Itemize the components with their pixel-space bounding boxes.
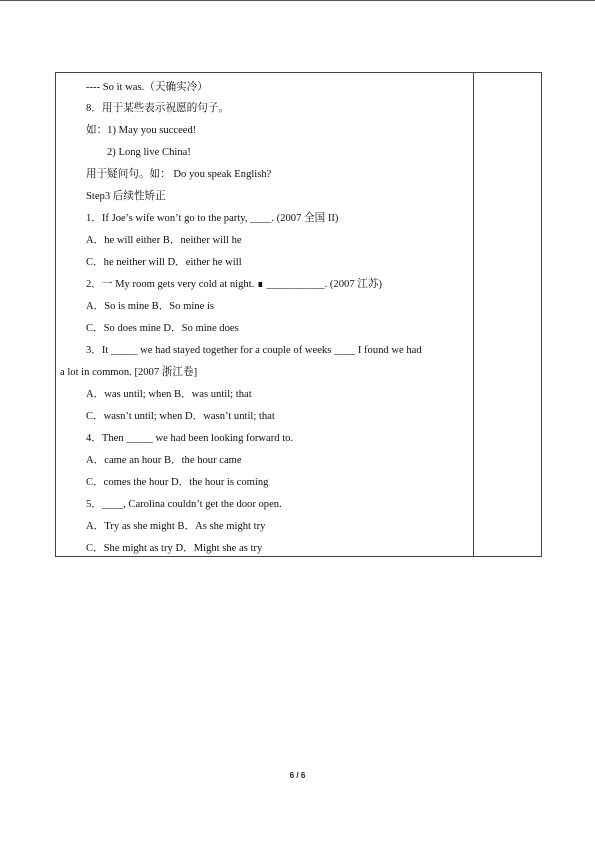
question-1: 1．If Joe’s wife won’t go to the party, ____. (2007 全国 II) — [86, 213, 339, 224]
q1-options-ab: A．he will either B．neither will he — [86, 235, 242, 246]
q1-options-cd: C．he neither will D．either he will — [86, 257, 242, 268]
line-example-1: 如：1) May you succeed! — [86, 125, 197, 136]
q2-options-ab: A．So is mine B．So mine is — [86, 301, 215, 312]
line-step3-heading: Step3 后续性矫正 — [86, 191, 166, 202]
worksheet-content-cell — [56, 73, 529, 558]
column-divider — [473, 72, 474, 557]
line-so-it-was: ---- So it was.（天确实冷） — [86, 82, 208, 93]
top-rule — [0, 0, 595, 1]
q5-options-cd: C．She might as try D．Might she as try — [86, 543, 263, 554]
line-point-8: 8．用于某些表示祝愿的句子。 — [86, 103, 230, 114]
question-3: 3．It _____ we had stayed together for a couple of weeks ____ I found we had — [86, 345, 422, 356]
question-3-continued: a lot in common. [2007 浙江卷] — [60, 367, 198, 378]
q3-options-cd: C．wasn’t until; when D．wasn’t until; that — [86, 411, 275, 422]
line-example-2: 2) Long live China! — [107, 147, 191, 158]
q3-options-ab: A．was until; when B．was until; that — [86, 389, 252, 400]
q4-options-ab: A．came an hour B．the hour came — [86, 455, 242, 466]
question-5: 5．____, Carolina couldn’t get the door open. — [86, 499, 282, 510]
q2-options-cd: C．So does mine D．So mine does — [86, 323, 239, 334]
page-number: 6 / 6 — [289, 771, 306, 780]
worksheet-table — [55, 72, 542, 557]
line-question-usage: 用于疑问句。如： Do you speak English? — [86, 169, 272, 180]
question-4: 4．Then _____ we had been looking forward to. — [86, 433, 294, 444]
q5-options-ab: A．Try as she might B．As she might try — [86, 521, 266, 532]
q4-options-cd: C．comes the hour D．the hour is coming — [86, 477, 269, 488]
question-2: 2．一 My room gets very cold at night. ∎ ___________. (2007 江苏) — [86, 279, 382, 290]
